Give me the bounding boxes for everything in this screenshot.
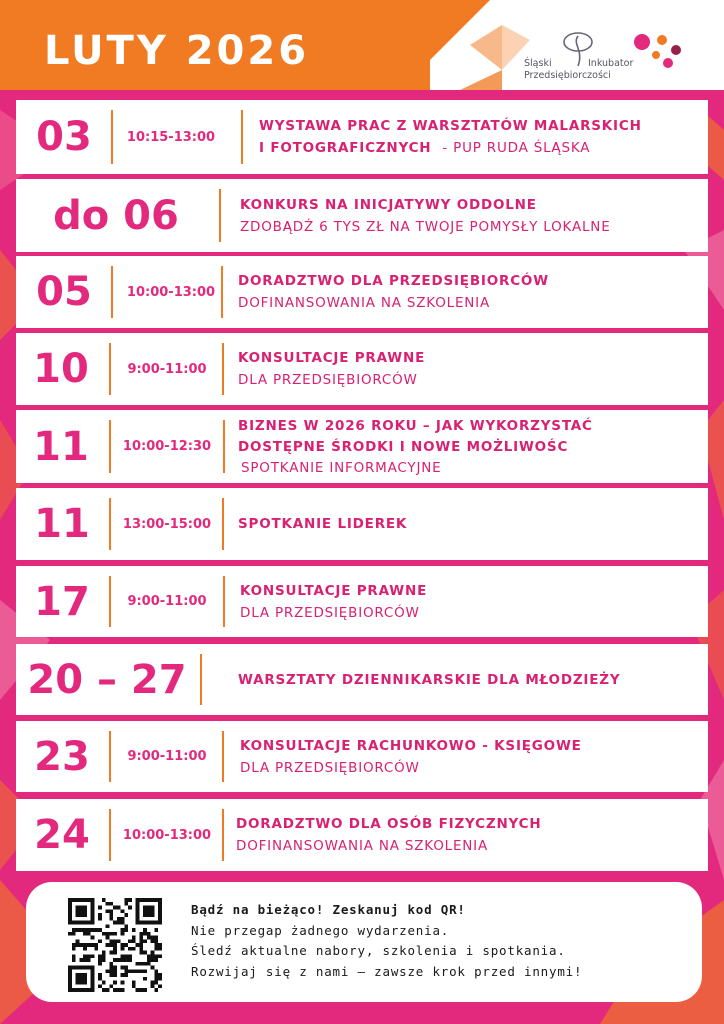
event-day: 17 — [34, 578, 90, 625]
divider — [111, 110, 113, 164]
event-day: 24 — [34, 812, 90, 858]
divider — [109, 420, 111, 473]
info-line: Śledź aktualne nabory, szkolenia i spotkania. — [191, 943, 566, 958]
event-title-line: WARSZTATY DZIENNIKARSKIE DLA MŁODZIEŻY — [238, 671, 621, 688]
event-row — [16, 644, 708, 715]
event-subtitle: DLA PRZEDSIĘBIORCÓW — [238, 372, 418, 388]
divider — [222, 809, 224, 861]
event-title-line: DOSTĘPNE ŚRODKI I NOWE MOŻLIWOŚC — [238, 438, 569, 455]
divider — [223, 576, 225, 627]
event-day: 11 — [33, 423, 89, 470]
event-description — [259, 100, 700, 174]
divider — [109, 498, 111, 550]
event-subtitle: DOFINANSOWANIA NA SZKOLENIA — [236, 838, 488, 854]
event-time: 9:00-11:00 — [127, 749, 207, 764]
logo-text-1b: Inkubator — [588, 58, 634, 69]
event-subtitle: DLA PRZEDSIĘBIORCÓW — [240, 604, 420, 621]
event-location: - PUP RUDA ŚLĄSKA — [442, 140, 591, 156]
event-description — [238, 256, 700, 328]
event-subtitle: ZDOBĄDŹ 6 TYS ZŁ NA TWOJE POMYSŁY LOKALNE — [240, 218, 611, 235]
qr-code-icon[interactable] — [68, 898, 162, 992]
event-day: 05 — [36, 269, 92, 315]
divider — [109, 576, 111, 627]
divider — [219, 189, 221, 242]
event-title-line: KONSULTACJE RACHUNKOWO - KSIĘGOWE — [240, 737, 582, 754]
event-row — [16, 566, 708, 637]
info-heading: Bądź na bieżąco! Zeskanuj kod QR! — [191, 902, 466, 917]
divider — [223, 420, 225, 473]
event-row — [16, 799, 708, 871]
event-row — [16, 100, 708, 174]
event-title-line: KONKURS NA INICJATYWY ODDOLNE — [240, 196, 537, 213]
divider — [222, 731, 224, 782]
event-subtitle: SPOTKANIE INFORMACYJNE — [241, 459, 442, 476]
event-day: 03 — [36, 114, 92, 160]
event-row — [16, 410, 708, 483]
event-title-line: KONSULTACJE PRAWNE — [238, 350, 426, 366]
header — [0, 0, 724, 90]
event-day: 23 — [34, 733, 90, 780]
event-time: 9:00-11:00 — [127, 594, 207, 609]
event-subtitle: DOFINANSOWANIA NA SZKOLENIA — [238, 295, 490, 311]
logo-text-2: Przedsiębiorczości — [524, 70, 611, 81]
divider — [222, 343, 224, 395]
event-description — [240, 566, 700, 637]
divider — [109, 731, 111, 782]
event-row — [16, 256, 708, 328]
event-description — [240, 179, 700, 252]
divider — [221, 266, 223, 318]
event-description — [238, 644, 700, 715]
organization-logo — [524, 30, 714, 82]
event-title-line: DORADZTWO DLA PRZEDSIĘBIORCÓW — [238, 273, 549, 289]
info-line: Rozwijaj się z nami – zawsze krok przed innymi! — [191, 963, 583, 979]
event-time: 9:00-11:00 — [127, 361, 207, 377]
header-triangles — [430, 0, 530, 90]
event-subtitle: DLA PRZEDSIĘBIORCÓW — [240, 759, 420, 776]
event-time: 10:00-13:00 — [122, 827, 212, 843]
divider — [241, 110, 243, 164]
event-day: 10 — [33, 346, 89, 392]
divider — [111, 266, 113, 318]
logo-dots-icon — [628, 30, 692, 70]
event-row — [16, 179, 708, 252]
event-row — [16, 721, 708, 792]
event-time: 10:15-13:00 — [126, 129, 216, 145]
event-row — [16, 333, 708, 405]
page-title: LUTY 2026 — [44, 28, 310, 74]
event-title-line: DORADZTWO DLA OSÓB FIZYCZNYCH — [236, 816, 542, 832]
event-time: 13:00-15:00 — [122, 516, 212, 532]
logo-text-1a: Śląski — [524, 58, 552, 69]
event-description — [238, 333, 700, 405]
divider — [222, 498, 224, 550]
event-description — [240, 721, 700, 792]
event-title-text: I FOTOGRAFICZNYCH — [259, 140, 432, 156]
event-title-line: WYSTAWA PRAC Z WARSZTATÓW MALARSKICH — [259, 118, 642, 134]
info-text — [191, 900, 582, 982]
event-day: 11 — [34, 501, 90, 547]
info-box — [26, 882, 702, 1002]
event-title-line: KONSULTACJE PRAWNE — [240, 582, 428, 599]
divider — [200, 654, 202, 705]
event-time: 10:00-13:00 — [126, 284, 216, 300]
info-line: Nie przegap żadnego wydarzenia. — [191, 922, 450, 938]
event-description — [238, 488, 700, 560]
event-description — [238, 410, 700, 483]
event-time: 10:00-12:30 — [122, 439, 212, 454]
event-day: do 06 — [53, 192, 179, 239]
event-title-line: SPOTKANIE LIDEREK — [238, 516, 408, 532]
divider — [109, 343, 111, 395]
event-title-line: BIZNES W 2026 ROKU – JAK WYKORZYSTAĆ — [238, 417, 593, 434]
event-description — [236, 799, 700, 871]
event-row — [16, 488, 708, 560]
event-title-line — [259, 137, 700, 159]
divider — [109, 809, 111, 861]
event-day: 20 – 27 — [27, 656, 187, 703]
